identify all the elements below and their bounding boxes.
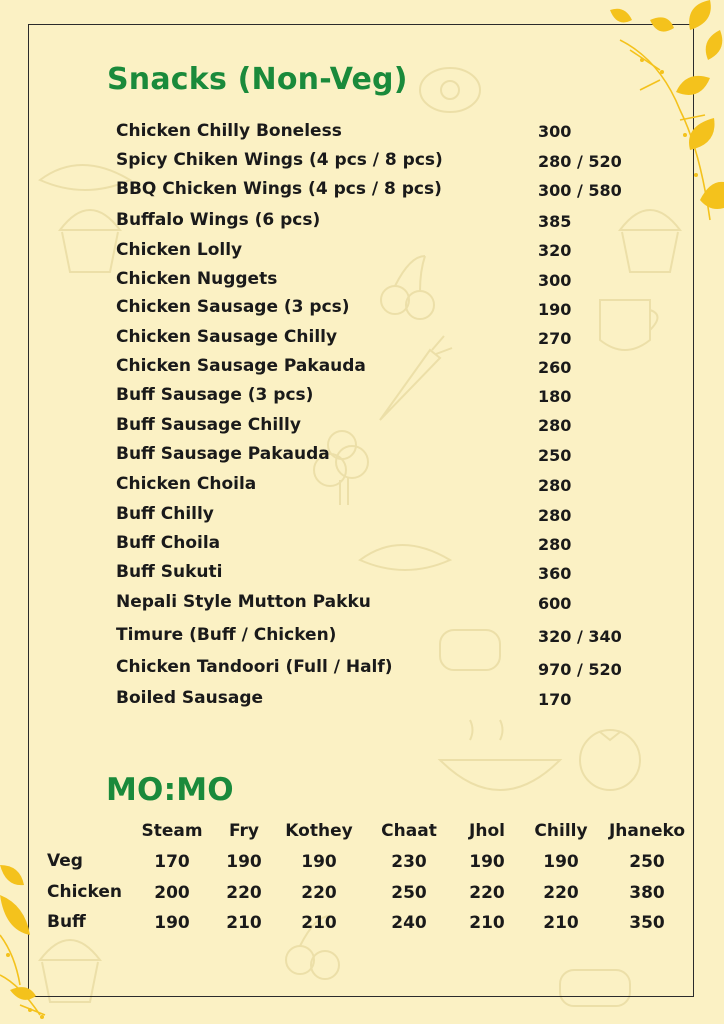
momo-price-cell: 210 (226, 913, 262, 933)
menu-item-price: 260 (538, 358, 572, 377)
momo-price-cell: 220 (301, 883, 337, 903)
momo-price-cell: 380 (629, 883, 665, 903)
menu-item-name: Chicken Sausage Chilly (116, 327, 338, 347)
menu-item-price: 170 (538, 690, 572, 709)
menu-item-name: Spicy Chiken Wings (4 pcs / 8 pcs) (116, 150, 443, 170)
menu-item-name: Buff Sausage (3 pcs) (116, 385, 314, 405)
menu-item-price: 250 (538, 446, 572, 465)
menu-item-name: Buff Sausage Chilly (116, 415, 301, 435)
momo-price-cell: 190 (543, 852, 579, 872)
momo-price-cell: 200 (154, 883, 190, 903)
momo-price-cell: 230 (391, 852, 427, 872)
menu-item-price: 280 (538, 416, 572, 435)
menu-item-price: 320 (538, 241, 572, 260)
momo-column-header: Chilly (534, 821, 588, 841)
menu-item-name: Chicken Sausage Pakauda (116, 356, 366, 376)
momo-row-label: Chicken (47, 882, 122, 902)
menu-item-price: 600 (538, 594, 572, 613)
menu-item-price: 385 (538, 212, 572, 231)
momo-price-cell: 190 (154, 913, 190, 933)
menu-item-price: 190 (538, 300, 572, 319)
menu-item-name: Chicken Nuggets (116, 269, 278, 289)
momo-price-cell: 220 (543, 883, 579, 903)
menu-item-name: Buff Sausage Pakauda (116, 444, 330, 464)
menu-item-name: Chicken Lolly (116, 240, 243, 260)
momo-column-header: Steam (141, 821, 203, 841)
menu-item-name: Buff Sukuti (116, 562, 223, 582)
menu-item-name: Chicken Tandoori (Full / Half) (116, 657, 393, 677)
menu-item-price: 280 (538, 506, 572, 525)
menu-item-price: 280 / 520 (538, 152, 622, 171)
momo-price-cell: 210 (301, 913, 337, 933)
leaf-branch-top-right-icon (590, 0, 724, 260)
menu-item-price: 280 (538, 535, 572, 554)
momo-column-header: Fry (229, 821, 259, 841)
menu-item-name: Buff Chilly (116, 504, 214, 524)
momo-column-header: Chaat (381, 821, 437, 841)
menu-item-name: Nepali Style Mutton Pakku (116, 592, 371, 612)
momo-price-cell: 210 (543, 913, 579, 933)
menu-item-price: 360 (538, 564, 572, 583)
menu-item-price: 300 (538, 122, 572, 141)
momo-column-header: Jhaneko (608, 821, 686, 841)
leaf-branch-bottom-left-icon (0, 855, 70, 1024)
menu-item-name: Chicken Chilly Boneless (116, 121, 342, 141)
momo-price-cell: 190 (469, 852, 505, 872)
momo-price-cell: 250 (391, 883, 427, 903)
momo-price-cell: 250 (629, 852, 665, 872)
menu-item-name: Chicken Choila (116, 474, 257, 494)
momo-section-title: MO:MO (106, 772, 234, 808)
momo-price-cell: 240 (391, 913, 427, 933)
menu-item-name: Chicken Sausage (3 pcs) (116, 297, 350, 317)
menu-item-name: Timure (Buff / Chicken) (116, 625, 337, 645)
menu-item-price: 280 (538, 476, 572, 495)
menu-item-name: Boiled Sausage (116, 688, 264, 708)
momo-price-cell: 190 (301, 852, 337, 872)
momo-column-header: Jhol (469, 821, 505, 841)
momo-price-cell: 210 (469, 913, 505, 933)
menu-item-price: 970 / 520 (538, 660, 622, 679)
menu-item-price: 270 (538, 329, 572, 348)
momo-row-label: Veg (47, 851, 83, 871)
momo-price-cell: 190 (226, 852, 262, 872)
menu-item-price: 300 (538, 271, 572, 290)
momo-price-cell: 220 (469, 883, 505, 903)
momo-price-cell: 350 (629, 913, 665, 933)
menu-item-price: 320 / 340 (538, 627, 622, 646)
menu-item-price: 180 (538, 387, 572, 406)
menu-item-name: BBQ Chicken Wings (4 pcs / 8 pcs) (116, 179, 442, 199)
momo-column-header: Kothey (285, 821, 353, 841)
snacks-section-title: Snacks (Non-Veg) (107, 62, 408, 97)
momo-row-label: Buff (47, 912, 86, 932)
menu-item-price: 300 / 580 (538, 181, 622, 200)
menu-item-name: Buff Choila (116, 533, 221, 553)
menu-item-name: Buffalo Wings (6 pcs) (116, 210, 321, 230)
momo-price-cell: 220 (226, 883, 262, 903)
momo-price-cell: 170 (154, 852, 190, 872)
